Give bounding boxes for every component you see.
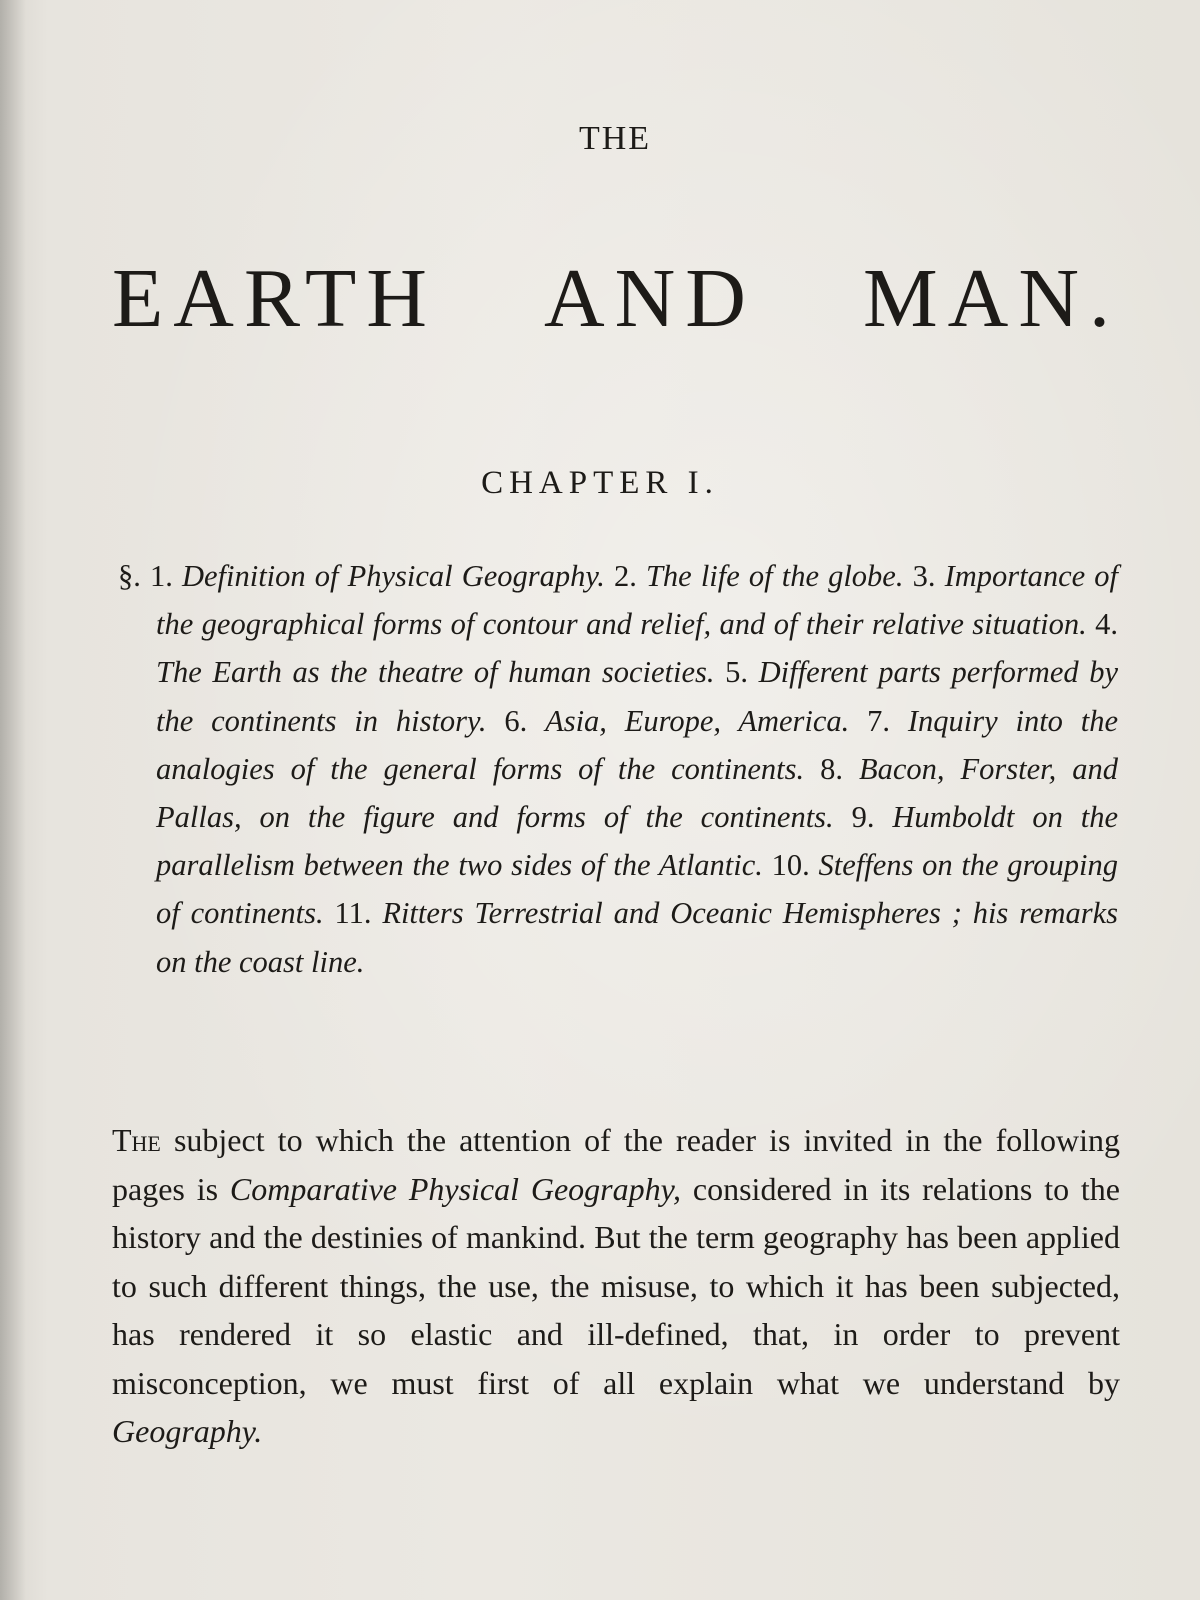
book-title bbox=[112, 250, 1120, 347]
synopsis-topic: Bacon, Forster, and Pallas, on the figure and forms of the continents. bbox=[156, 751, 1118, 835]
chapter-synopsis bbox=[118, 552, 1118, 986]
section-marker: §. 1. bbox=[118, 559, 182, 593]
body-italic-term: Comparative Physical Geography, bbox=[229, 1170, 682, 1207]
title-word-man: MAN. bbox=[862, 252, 1120, 345]
body-text-part: considered in its relations to the history and the destinies of mankind. But the term geography has been applied to such different things, the use, the misuse, to which it has been subjected, has rendered it so elastic and ill-defined, that, in order to prevent misconception, we must first of all explain what we understand by bbox=[112, 1170, 1121, 1401]
body-paragraph bbox=[112, 1116, 1120, 1456]
title-word-earth: EARTH bbox=[112, 252, 437, 345]
synopsis-topic: Definition of Physical Geography. bbox=[181, 559, 614, 593]
synopsis-topic: Ritters Terrestrial and Oceanic Hemispheres ; his remarks on the coast line. bbox=[156, 896, 1118, 979]
synopsis-number: 9. bbox=[851, 800, 893, 835]
synopsis-number: 10. bbox=[771, 848, 819, 883]
binding-gutter-shadow bbox=[0, 0, 26, 1600]
synopsis-number: 3. bbox=[912, 559, 945, 593]
synopsis-number: 11. bbox=[334, 896, 383, 931]
heading-the: THE bbox=[578, 120, 652, 157]
title-word-and: AND bbox=[543, 252, 756, 345]
synopsis-topic: Asia, Europe, America. bbox=[545, 703, 868, 738]
synopsis-topic: Different parts performed by the continents in history. bbox=[156, 655, 1118, 738]
synopsis-number: 4. bbox=[1095, 607, 1118, 642]
synopsis-topic: The Earth as the theatre of human societies. bbox=[156, 655, 726, 690]
synopsis-topic: Steffens on the grouping of continents. bbox=[156, 848, 1119, 931]
body-text-part: subject to which the attention of the reader is invited in the following pages is bbox=[112, 1122, 1120, 1207]
synopsis-number: 8. bbox=[820, 751, 859, 786]
synopsis-number: 7. bbox=[867, 703, 908, 738]
synopsis-topic: Humboldt on the parallelism between the two sides of the Atlantic. bbox=[156, 800, 1119, 883]
chapter-heading: CHAPTER I. bbox=[481, 465, 719, 501]
lead-word: The bbox=[112, 1122, 161, 1158]
body-italic-term: Geography. bbox=[112, 1413, 263, 1449]
synopsis-topic: The life of the globe. bbox=[645, 559, 913, 593]
synopsis-number: 5. bbox=[725, 655, 759, 690]
synopsis-topic: Importance of the geographical forms of contour and relief, and of their relative situation. bbox=[156, 559, 1119, 642]
synopsis-number: 6. bbox=[504, 703, 546, 738]
synopsis-number: 2. bbox=[613, 559, 646, 593]
synopsis-topic: Inquiry into the analogies of the general forms of the continents. bbox=[156, 703, 1119, 786]
